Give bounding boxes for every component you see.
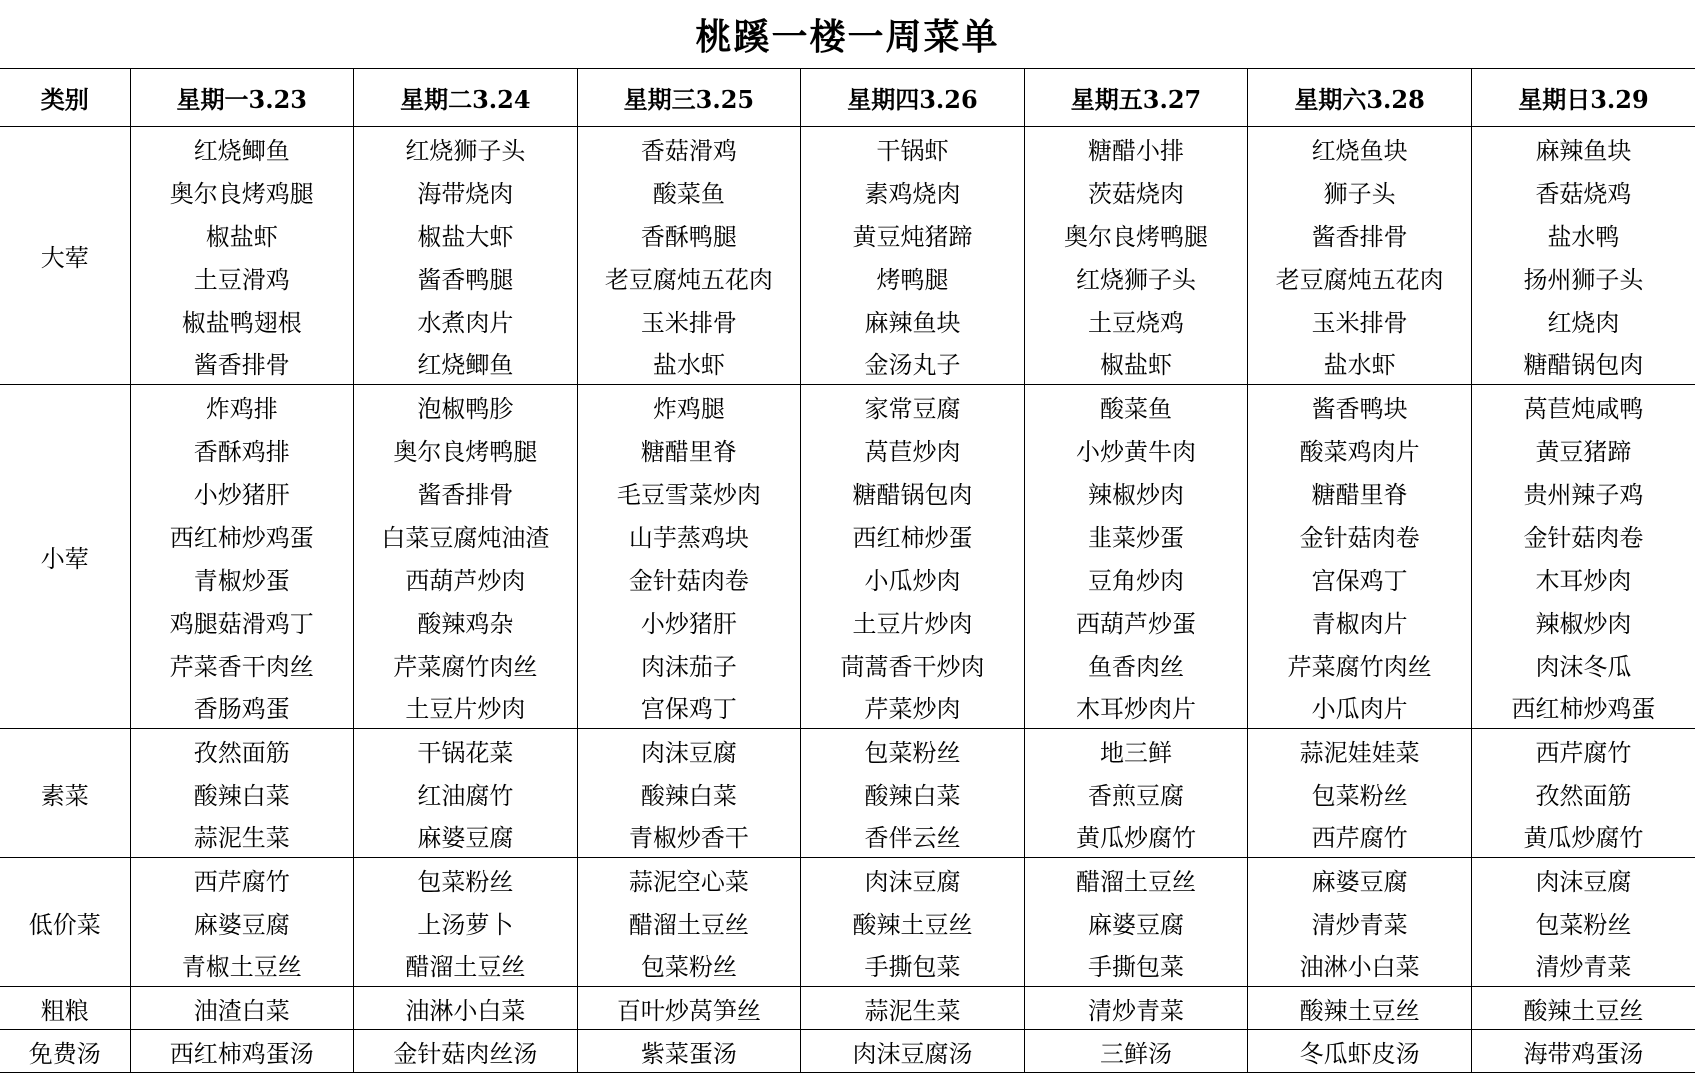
dish-cell: 宫保鸡丁: [1248, 557, 1472, 600]
dish-cell: 蒜泥空心菜: [577, 858, 801, 901]
dish-cell: 麻婆豆腐: [1248, 858, 1472, 901]
menu-row: [0, 385, 1695, 428]
dish-cell: 西红柿炒蛋: [801, 514, 1025, 557]
dish-cell: 鱼香肉丝: [1024, 643, 1248, 686]
menu-row: [0, 858, 1695, 901]
dish-cell: 酱香鸭腿: [354, 256, 578, 299]
dish-cell: 毛豆雪菜炒肉: [577, 471, 801, 514]
dish-cell: 酱香排骨: [130, 342, 354, 385]
dish-cell: 酸辣鸡杂: [354, 600, 578, 643]
dish-cell: 酸辣土豆丝: [801, 901, 1025, 944]
dish-cell: 黄豆炖猪蹄: [801, 213, 1025, 256]
dish-cell: 芹菜腐竹肉丝: [1248, 643, 1472, 686]
dish-cell: 包菜粉丝: [1248, 772, 1472, 815]
dish-cell: 土豆片炒肉: [801, 600, 1025, 643]
dish-cell: 包菜粉丝: [354, 858, 578, 901]
dish-cell: 木耳炒肉片: [1024, 686, 1248, 729]
dish-cell: 炸鸡腿: [577, 385, 801, 428]
dish-cell: 干锅花菜: [354, 729, 578, 772]
dish-cell: 家常豆腐: [801, 385, 1025, 428]
dish-cell: 酸菜鸡肉片: [1248, 428, 1472, 471]
menu-row: [0, 170, 1695, 213]
dish-cell: 茼蒿香干炒肉: [801, 643, 1025, 686]
dish-cell: 金汤丸子: [801, 342, 1025, 385]
dish-cell: 木耳炒肉: [1471, 557, 1695, 600]
dish-cell: 青椒土豆丝: [130, 944, 354, 987]
dish-cell: 小瓜肉片: [1248, 686, 1472, 729]
dish-cell: 狮子头: [1248, 170, 1472, 213]
dish-cell: 油淋小白菜: [1248, 944, 1472, 987]
dish-cell: 小炒黄牛肉: [1024, 428, 1248, 471]
day-header-mon: 星期一3.23: [130, 69, 354, 127]
category-cell: 大荤: [0, 127, 130, 385]
dish-cell: 水煮肉片: [354, 299, 578, 342]
dish-cell: 清炒青菜: [1024, 987, 1248, 1030]
dish-cell: 麻辣鱼块: [1471, 127, 1695, 170]
menu-row: [0, 1030, 1695, 1073]
dish-cell: 肉沫茄子: [577, 643, 801, 686]
dish-cell: 蒜泥生菜: [130, 815, 354, 858]
dish-cell: 醋溜土豆丝: [577, 901, 801, 944]
dish-cell: 红烧肉: [1471, 299, 1695, 342]
dish-cell: 泡椒鸭胗: [354, 385, 578, 428]
dish-cell: 香肠鸡蛋: [130, 686, 354, 729]
dish-cell: 香菇滑鸡: [577, 127, 801, 170]
menu-row: [0, 643, 1695, 686]
category-header: 类别: [0, 69, 130, 127]
dish-cell: 冬瓜虾皮汤: [1248, 1030, 1472, 1073]
category-cell: 素菜: [0, 729, 130, 858]
dish-cell: 金针菇肉卷: [1248, 514, 1472, 557]
menu-row: [0, 944, 1695, 987]
day-header-wed: 星期三3.25: [577, 69, 801, 127]
dish-cell: 扬州狮子头: [1471, 256, 1695, 299]
dish-cell: 包菜粉丝: [577, 944, 801, 987]
dish-cell: 麻婆豆腐: [1024, 901, 1248, 944]
dish-cell: 红烧鲫鱼: [130, 127, 354, 170]
dish-cell: 百叶炒莴笋丝: [577, 987, 801, 1030]
day-header-sun: 星期日3.29: [1471, 69, 1695, 127]
menu-row: [0, 127, 1695, 170]
dish-cell: 蒜泥生菜: [801, 987, 1025, 1030]
dish-cell: 海带鸡蛋汤: [1471, 1030, 1695, 1073]
dish-cell: 金针菇肉丝汤: [354, 1030, 578, 1073]
dish-cell: 盐水虾: [1248, 342, 1472, 385]
dish-cell: 老豆腐炖五花肉: [577, 256, 801, 299]
dish-cell: 麻婆豆腐: [130, 901, 354, 944]
menu-body: [0, 127, 1695, 1073]
category-cell: 小荤: [0, 385, 130, 729]
category-cell: 粗粮: [0, 987, 130, 1030]
dish-cell: 黄豆猪蹄: [1471, 428, 1695, 471]
menu-row: [0, 901, 1695, 944]
dish-cell: 芹菜炒肉: [801, 686, 1025, 729]
dish-cell: 三鲜汤: [1024, 1030, 1248, 1073]
dish-cell: 油渣白菜: [130, 987, 354, 1030]
dish-cell: 糖醋里脊: [1248, 471, 1472, 514]
category-cell: 免费汤: [0, 1030, 130, 1073]
dish-cell: 清炒青菜: [1248, 901, 1472, 944]
day-header-fri: 星期五3.27: [1024, 69, 1248, 127]
dish-cell: 西芹腐竹: [130, 858, 354, 901]
dish-cell: 酸菜鱼: [577, 170, 801, 213]
dish-cell: 西红柿炒鸡蛋: [1471, 686, 1695, 729]
dish-cell: 土豆片炒肉: [354, 686, 578, 729]
dish-cell: 酱香排骨: [1248, 213, 1472, 256]
dish-cell: 酸辣白菜: [801, 772, 1025, 815]
dish-cell: 土豆滑鸡: [130, 256, 354, 299]
dish-cell: 醋溜土豆丝: [354, 944, 578, 987]
dish-cell: 莴苣炒肉: [801, 428, 1025, 471]
dish-cell: 小炒猪肝: [130, 471, 354, 514]
dish-cell: 玉米排骨: [1248, 299, 1472, 342]
menu-row: [0, 342, 1695, 385]
dish-cell: 鸡腿菇滑鸡丁: [130, 600, 354, 643]
dish-cell: 手撕包菜: [1024, 944, 1248, 987]
dish-cell: 奥尔良烤鸭腿: [354, 428, 578, 471]
dish-cell: 芹菜香干肉丝: [130, 643, 354, 686]
dish-cell: 地三鲜: [1024, 729, 1248, 772]
dish-cell: 盐水虾: [577, 342, 801, 385]
day-header-thu: 星期四3.26: [801, 69, 1025, 127]
dish-cell: 酱香鸭块: [1248, 385, 1472, 428]
dish-cell: 青椒肉片: [1248, 600, 1472, 643]
dish-cell: 香菇烧鸡: [1471, 170, 1695, 213]
dish-cell: 金针菇肉卷: [1471, 514, 1695, 557]
menu-row: [0, 514, 1695, 557]
dish-cell: 椒盐鸭翅根: [130, 299, 354, 342]
dish-cell: 肉沫豆腐: [1471, 858, 1695, 901]
dish-cell: 盐水鸭: [1471, 213, 1695, 256]
dish-cell: 手撕包菜: [801, 944, 1025, 987]
menu-row: [0, 428, 1695, 471]
dish-cell: 椒盐虾: [130, 213, 354, 256]
dish-cell: 黄瓜炒腐竹: [1024, 815, 1248, 858]
dish-cell: 老豆腐炖五花肉: [1248, 256, 1472, 299]
menu-row: [0, 772, 1695, 815]
dish-cell: 红烧狮子头: [354, 127, 578, 170]
dish-cell: 椒盐大虾: [354, 213, 578, 256]
dish-cell: 芹菜腐竹肉丝: [354, 643, 578, 686]
dish-cell: 红烧鲫鱼: [354, 342, 578, 385]
dish-cell: 上汤萝卜: [354, 901, 578, 944]
dish-cell: 酱香排骨: [354, 471, 578, 514]
dish-cell: 香煎豆腐: [1024, 772, 1248, 815]
dish-cell: 麻辣鱼块: [801, 299, 1025, 342]
weekly-menu-table: [0, 68, 1695, 1073]
dish-cell: 椒盐虾: [1024, 342, 1248, 385]
dish-cell: 糖醋锅包肉: [1471, 342, 1695, 385]
dish-cell: 西红柿鸡蛋汤: [130, 1030, 354, 1073]
dish-cell: 莴苣炖咸鸭: [1471, 385, 1695, 428]
dish-cell: 红烧狮子头: [1024, 256, 1248, 299]
dish-cell: 酸辣白菜: [577, 772, 801, 815]
dish-cell: 红烧鱼块: [1248, 127, 1472, 170]
menu-row: [0, 471, 1695, 514]
dish-cell: 酸辣土豆丝: [1471, 987, 1695, 1030]
dish-cell: 肉沫豆腐: [577, 729, 801, 772]
dish-cell: 酸辣白菜: [130, 772, 354, 815]
menu-row: [0, 729, 1695, 772]
dish-cell: 青椒炒蛋: [130, 557, 354, 600]
dish-cell: 宫保鸡丁: [577, 686, 801, 729]
dish-cell: 豆角炒肉: [1024, 557, 1248, 600]
dish-cell: 糖醋小排: [1024, 127, 1248, 170]
category-cell: 低价菜: [0, 858, 130, 987]
dish-cell: 醋溜土豆丝: [1024, 858, 1248, 901]
menu-row: [0, 256, 1695, 299]
menu-title: 桃蹊一楼一周菜单: [695, 16, 1000, 58]
menu-row: [0, 600, 1695, 643]
dish-cell: 麻婆豆腐: [354, 815, 578, 858]
dish-cell: 西芹腐竹: [1471, 729, 1695, 772]
dish-cell: 糖醋锅包肉: [801, 471, 1025, 514]
menu-row: [0, 213, 1695, 256]
dish-cell: 香伴云丝: [801, 815, 1025, 858]
dish-cell: 包菜粉丝: [1471, 901, 1695, 944]
dish-cell: 西葫芦炒肉: [354, 557, 578, 600]
dish-cell: 西芹腐竹: [1248, 815, 1472, 858]
header-row: [0, 69, 1695, 127]
dish-cell: 素鸡烧肉: [801, 170, 1025, 213]
dish-cell: 红油腐竹: [354, 772, 578, 815]
dish-cell: 炸鸡排: [130, 385, 354, 428]
dish-cell: 韭菜炒蛋: [1024, 514, 1248, 557]
dish-cell: 茨菇烧肉: [1024, 170, 1248, 213]
dish-cell: 青椒炒香干: [577, 815, 801, 858]
dish-cell: 西葫芦炒蛋: [1024, 600, 1248, 643]
dish-cell: 辣椒炒肉: [1471, 600, 1695, 643]
dish-cell: 糖醋里脊: [577, 428, 801, 471]
dish-cell: 肉沫冬瓜: [1471, 643, 1695, 686]
dish-cell: 白菜豆腐炖油渣: [354, 514, 578, 557]
menu-row: [0, 686, 1695, 729]
day-header-sat: 星期六3.28: [1248, 69, 1472, 127]
dish-cell: 清炒青菜: [1471, 944, 1695, 987]
dish-cell: 黄瓜炒腐竹: [1471, 815, 1695, 858]
dish-cell: 海带烧肉: [354, 170, 578, 213]
menu-row: [0, 987, 1695, 1030]
dish-cell: 干锅虾: [801, 127, 1025, 170]
dish-cell: 孜然面筋: [130, 729, 354, 772]
dish-cell: 紫菜蛋汤: [577, 1030, 801, 1073]
day-header-tue: 星期二3.24: [354, 69, 578, 127]
dish-cell: 土豆烧鸡: [1024, 299, 1248, 342]
menu-row: [0, 299, 1695, 342]
dish-cell: 辣椒炒肉: [1024, 471, 1248, 514]
dish-cell: 包菜粉丝: [801, 729, 1025, 772]
dish-cell: 西红柿炒鸡蛋: [130, 514, 354, 557]
dish-cell: 金针菇肉卷: [577, 557, 801, 600]
dish-cell: 油淋小白菜: [354, 987, 578, 1030]
dish-cell: 孜然面筋: [1471, 772, 1695, 815]
menu-row: [0, 557, 1695, 600]
dish-cell: 香酥鸭腿: [577, 213, 801, 256]
dish-cell: 奥尔良烤鸭腿: [1024, 213, 1248, 256]
dish-cell: 酸辣土豆丝: [1248, 987, 1472, 1030]
dish-cell: 玉米排骨: [577, 299, 801, 342]
dish-cell: 香酥鸡排: [130, 428, 354, 471]
dish-cell: 酸菜鱼: [1024, 385, 1248, 428]
dish-cell: 烤鸭腿: [801, 256, 1025, 299]
menu-row: [0, 815, 1695, 858]
dish-cell: 奥尔良烤鸡腿: [130, 170, 354, 213]
dish-cell: 小炒猪肝: [577, 600, 801, 643]
dish-cell: 蒜泥娃娃菜: [1248, 729, 1472, 772]
dish-cell: 山芋蒸鸡块: [577, 514, 801, 557]
dish-cell: 贵州辣子鸡: [1471, 471, 1695, 514]
dish-cell: 肉沫豆腐: [801, 858, 1025, 901]
dish-cell: 小瓜炒肉: [801, 557, 1025, 600]
dish-cell: 肉沫豆腐汤: [801, 1030, 1025, 1073]
